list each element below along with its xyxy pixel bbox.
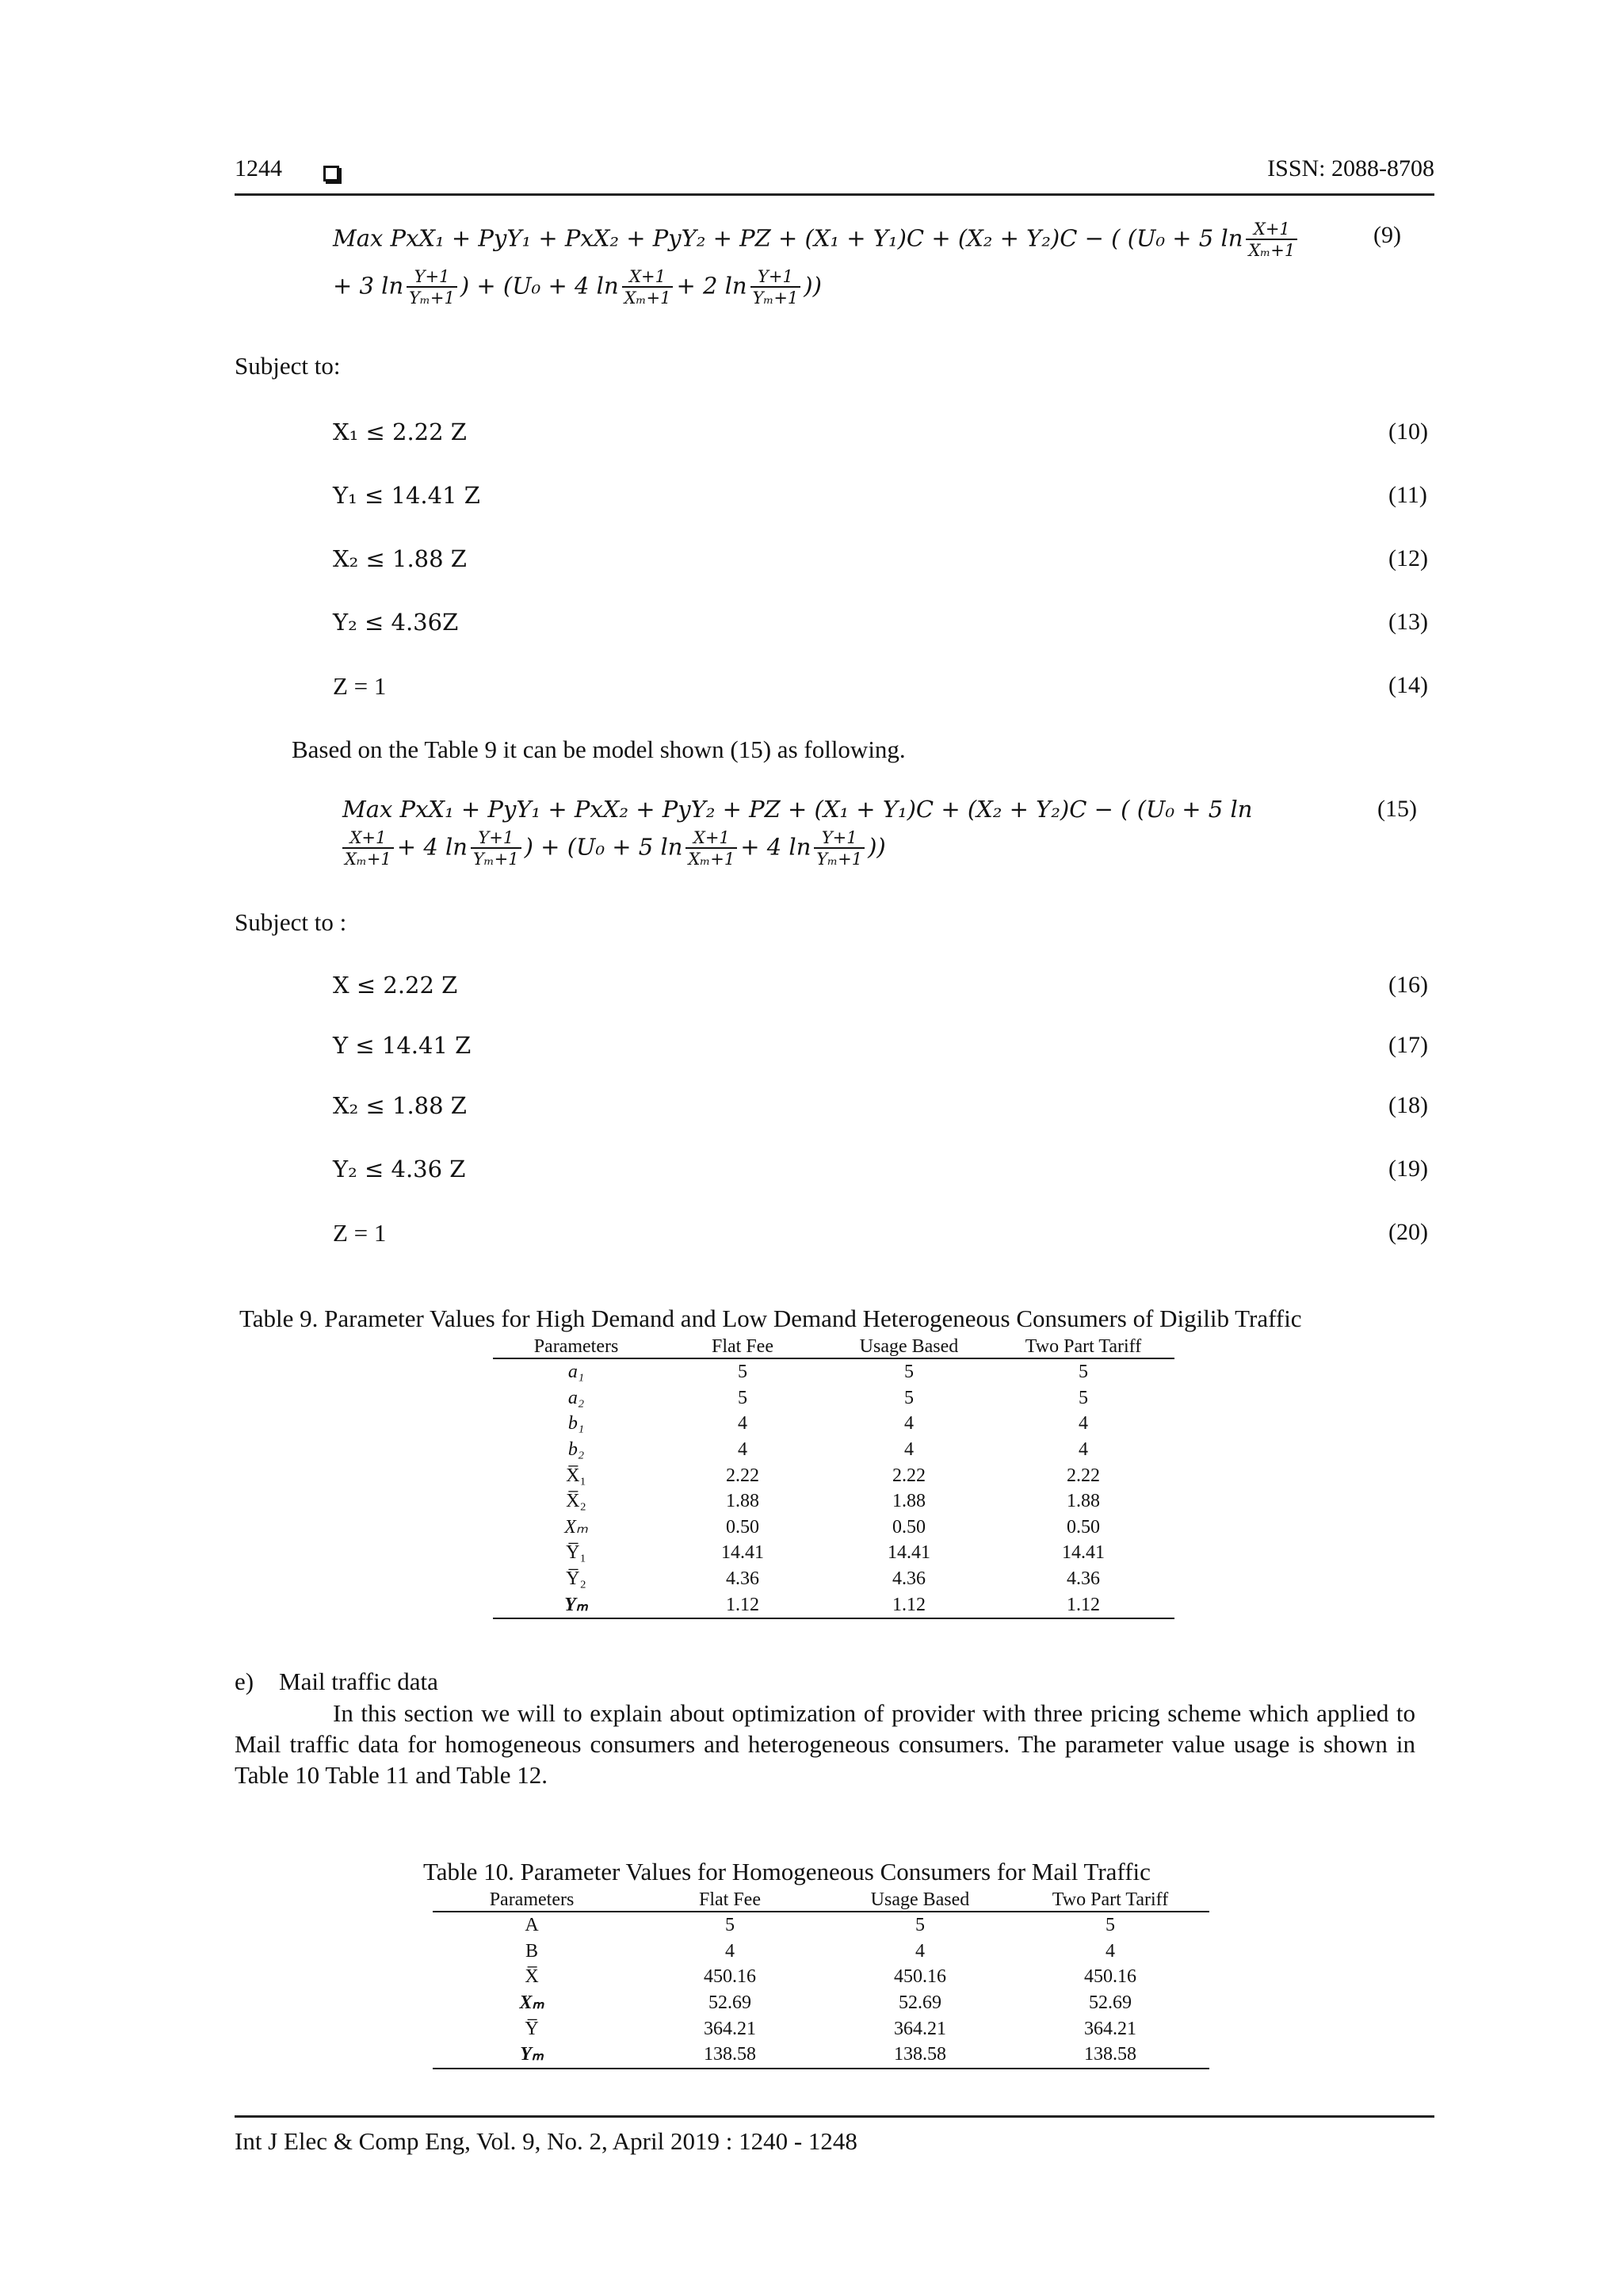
fraction bbox=[471, 829, 521, 868]
table-9-caption: Table 9. Parameter Values for High Demand and Low Demand Heterogeneous Consumers of Digilib Traffic bbox=[239, 1305, 1302, 1332]
eq-term: + 4 ln bbox=[396, 833, 468, 861]
table-cell: a₁ bbox=[567, 1362, 585, 1383]
table-cell: Xₘ bbox=[564, 1516, 588, 1538]
table-cell: b₂ bbox=[567, 1439, 585, 1461]
table-cell: Yₘ bbox=[433, 2042, 631, 2069]
section-e-label: e) bbox=[235, 1668, 254, 1695]
table-cell: 138.58 bbox=[631, 2042, 829, 2069]
table-row bbox=[493, 1385, 1174, 1412]
table-cell: 4 bbox=[904, 1439, 914, 1461]
eq-term: + 3 ln bbox=[333, 272, 404, 300]
fraction-denominator: Yₘ+1 bbox=[471, 847, 521, 868]
table-cell: 5 bbox=[1079, 1387, 1088, 1408]
table-cell: 5 bbox=[904, 1387, 914, 1408]
table-cell: 4 bbox=[915, 1940, 925, 1962]
table-row bbox=[493, 1515, 1174, 1541]
table-cell: 5 bbox=[915, 1915, 925, 1936]
table-cell: 1.12 bbox=[992, 1591, 1174, 1618]
table-cell: A bbox=[525, 1915, 539, 1936]
table-row bbox=[493, 1411, 1174, 1437]
column-header: Usage Based bbox=[829, 1889, 1011, 1912]
fraction-denominator: Yₘ+1 bbox=[750, 286, 801, 307]
column-header: Parameters bbox=[493, 1336, 659, 1358]
table-row bbox=[433, 1964, 1209, 1990]
column-header: Parameters bbox=[433, 1889, 631, 1912]
table-cell: a₂ bbox=[567, 1387, 585, 1408]
equation-number-13: (13) bbox=[1388, 609, 1428, 635]
table-cell: 2.22 bbox=[1067, 1465, 1100, 1486]
page-number: 1244 bbox=[235, 155, 282, 181]
table-cell: b₁ bbox=[567, 1413, 585, 1435]
equation-number-14: (14) bbox=[1388, 672, 1428, 698]
fraction-denominator: Xₘ+1 bbox=[622, 286, 674, 307]
eq-term: )) bbox=[804, 272, 822, 300]
table-cell: 450.16 bbox=[704, 1966, 756, 1988]
table-cell: 4.36 bbox=[892, 1568, 926, 1590]
constraint-19: Y₂ ≤ 4.36 Z bbox=[333, 1156, 466, 1182]
table-cell: 0.50 bbox=[726, 1516, 759, 1538]
fraction-numerator: X+1 bbox=[629, 267, 666, 286]
table-row bbox=[493, 1540, 1174, 1566]
section-e-paragraph: In this section we will to explain about optimization of provider with three pricing scheme which applied to Mail traffic data for homogeneous consumers and heterogeneous consumers. The parameter value usage is shown in Table 10 Table 11 and Table 12. bbox=[235, 1699, 1415, 1789]
table-row bbox=[433, 1990, 1209, 2016]
fraction bbox=[814, 829, 865, 868]
equation-number-12: (12) bbox=[1388, 545, 1428, 571]
subject-to-label: Subject to : bbox=[235, 908, 347, 936]
fraction bbox=[622, 268, 674, 307]
table-cell: 4 bbox=[1079, 1439, 1088, 1461]
constraint-16: X ≤ 2.22 Z bbox=[333, 972, 458, 999]
column-header: Usage Based bbox=[826, 1336, 992, 1358]
table-cell: 1.88 bbox=[1067, 1491, 1100, 1512]
fraction bbox=[1246, 220, 1297, 259]
table-cell: Xₘ bbox=[519, 1992, 544, 2014]
footer-rule bbox=[235, 2115, 1434, 2118]
eq-term: + 4 ln bbox=[740, 833, 812, 861]
table-row bbox=[493, 1591, 1174, 1618]
column-header: Flat Fee bbox=[659, 1336, 826, 1358]
table-cell: Y̅₂ bbox=[566, 1568, 586, 1590]
equation-number-17: (17) bbox=[1388, 1032, 1428, 1058]
table-cell: 52.69 bbox=[1089, 1992, 1132, 2014]
table-cell: 450.16 bbox=[894, 1966, 946, 1988]
table-cell: X̅₂ bbox=[566, 1491, 586, 1512]
table-cell: 138.58 bbox=[829, 2042, 1011, 2069]
table-cell: 14.41 bbox=[721, 1542, 764, 1564]
equation-number-11: (11) bbox=[1388, 482, 1427, 508]
table-cell: 1.12 bbox=[826, 1591, 992, 1618]
constraint-12: X₂ ≤ 1.88 Z bbox=[333, 545, 467, 572]
eq-term: ) + (U₀ + 4 ln bbox=[460, 272, 619, 300]
table-cell: 4 bbox=[904, 1413, 914, 1435]
table-10 bbox=[433, 1889, 1209, 2069]
table-cell: 52.69 bbox=[899, 1992, 941, 2014]
header-rule bbox=[235, 193, 1434, 196]
table-cell: Yₘ bbox=[493, 1591, 659, 1618]
table-row bbox=[433, 2042, 1209, 2069]
equation-number-20: (20) bbox=[1388, 1219, 1428, 1245]
table-cell: 364.21 bbox=[704, 2018, 756, 2039]
eq-term: )) bbox=[868, 833, 886, 861]
table-cell: 138.58 bbox=[1011, 2042, 1209, 2069]
fraction-numerator: Y+1 bbox=[478, 828, 514, 847]
table-10-caption: Table 10. Parameter Values for Homogeneous Consumers for Mail Traffic bbox=[423, 1858, 1151, 1885]
column-header: Two Part Tariff bbox=[1011, 1889, 1209, 1912]
table-cell: 4 bbox=[1079, 1413, 1088, 1435]
table-cell: 0.50 bbox=[892, 1516, 926, 1538]
fraction-numerator: Y+1 bbox=[821, 828, 857, 847]
table-cell: 52.69 bbox=[708, 1992, 751, 2014]
fraction-numerator: Y+1 bbox=[414, 267, 450, 286]
table-row bbox=[493, 1488, 1174, 1515]
fraction bbox=[685, 829, 737, 868]
table-row bbox=[493, 1566, 1174, 1592]
constraint-14: Z = 1 bbox=[333, 672, 387, 700]
table-cell: 4 bbox=[738, 1413, 747, 1435]
table-cell: 4.36 bbox=[1067, 1568, 1100, 1590]
table-cell: 4 bbox=[1106, 1940, 1115, 1962]
constraint-17: Y ≤ 14.41 Z bbox=[333, 1032, 472, 1059]
table-cell: 450.16 bbox=[1084, 1966, 1136, 1988]
constraint-20: Z = 1 bbox=[333, 1219, 387, 1247]
section-e-title: Mail traffic data bbox=[279, 1668, 438, 1695]
equation-number-9: (9) bbox=[1373, 222, 1401, 248]
table-row bbox=[433, 1939, 1209, 1965]
fraction bbox=[407, 268, 457, 307]
table-cell: 5 bbox=[725, 1915, 735, 1936]
table-row bbox=[493, 1462, 1174, 1488]
constraint-11: Y₁ ≤ 14.41 Z bbox=[333, 482, 480, 509]
table-cell: 4 bbox=[725, 1940, 735, 1962]
fraction-denominator: Yₘ+1 bbox=[407, 286, 457, 307]
table-cell: 364.21 bbox=[894, 2018, 946, 2039]
column-header: Two Part Tariff bbox=[992, 1336, 1174, 1358]
fraction-denominator: Xₘ+1 bbox=[685, 847, 737, 868]
table-cell: 5 bbox=[904, 1362, 914, 1383]
fraction-denominator: Xₘ+1 bbox=[342, 847, 394, 868]
table-cell: 5 bbox=[1079, 1362, 1088, 1383]
equation-number-15: (15) bbox=[1377, 796, 1417, 822]
constraint-10: X₁ ≤ 2.22 Z bbox=[333, 418, 467, 445]
table-row bbox=[493, 1358, 1174, 1385]
table-cell: 364.21 bbox=[1084, 2018, 1136, 2039]
equation-9-line2 bbox=[333, 268, 822, 307]
table-cell: Y̅₁ bbox=[566, 1542, 586, 1564]
subject-to-label: Subject to: bbox=[235, 352, 341, 380]
fraction-numerator: Y+1 bbox=[758, 267, 793, 286]
equation-number-10: (10) bbox=[1388, 418, 1428, 445]
equation-15-line2 bbox=[342, 829, 886, 868]
fraction-denominator: Yₘ+1 bbox=[814, 847, 865, 868]
constraint-18: X₂ ≤ 1.88 Z bbox=[333, 1092, 467, 1119]
table-cell: 0.50 bbox=[1067, 1516, 1100, 1538]
table-cell: 4.36 bbox=[726, 1568, 759, 1590]
table-cell: 5 bbox=[1106, 1915, 1115, 1936]
table-cell: 2.22 bbox=[726, 1465, 759, 1486]
table-cell: 2.22 bbox=[892, 1465, 926, 1486]
equation-number-19: (19) bbox=[1388, 1156, 1428, 1182]
table-cell: 1.88 bbox=[726, 1491, 759, 1512]
table-cell: 4 bbox=[738, 1439, 747, 1461]
table-row bbox=[433, 1912, 1209, 1939]
fraction-numerator: X+1 bbox=[1253, 220, 1290, 239]
table-cell: 5 bbox=[738, 1362, 747, 1383]
equation-9-line1 bbox=[333, 220, 1300, 259]
column-header: Flat Fee bbox=[631, 1889, 829, 1912]
table-cell: 1.88 bbox=[892, 1491, 926, 1512]
table-row bbox=[433, 2015, 1209, 2042]
fraction bbox=[750, 268, 801, 307]
table-cell: 14.41 bbox=[888, 1542, 930, 1564]
footer-citation: Int J Elec & Comp Eng, Vol. 9, No. 2, April 2019 : 1240 - 1248 bbox=[235, 2127, 857, 2155]
table-cell: 14.41 bbox=[1062, 1542, 1105, 1564]
fraction bbox=[342, 829, 394, 868]
fraction-numerator: X+1 bbox=[693, 828, 730, 847]
table-row bbox=[493, 1437, 1174, 1463]
equation-number-18: (18) bbox=[1388, 1092, 1428, 1118]
equation-15-line1: Max PxX₁ + PyY₁ + PxX₂ + PyY₂ + PZ + (X₁ + Y₁)C + (X₂ + Y₂)C − ( (U₀ + 5 ln bbox=[342, 796, 1253, 823]
equation-9-text: Max PxX₁ + PyY₁ + PxX₂ + PyY₂ + PZ + (X₁ + Y₁)C + (X₂ + Y₂)C − ( (U₀ + 5 ln bbox=[333, 224, 1243, 252]
eq-term: + 2 ln bbox=[676, 272, 747, 300]
equation-number-16: (16) bbox=[1388, 972, 1428, 998]
table-cell: 5 bbox=[738, 1387, 747, 1408]
square-icon bbox=[323, 159, 339, 185]
constraint-13: Y₂ ≤ 4.36Z bbox=[333, 609, 459, 636]
table-cell: X̅₁ bbox=[566, 1465, 586, 1486]
table-cell: Y̅ bbox=[525, 2018, 539, 2039]
issn: ISSN: 2088-8708 bbox=[1267, 155, 1434, 181]
table-cell: 1.12 bbox=[659, 1591, 826, 1618]
table-cell: X̅ bbox=[525, 1966, 539, 1988]
eq-term: ) + (U₀ + 5 ln bbox=[524, 833, 683, 861]
table-9 bbox=[493, 1336, 1174, 1619]
intro-eq15: Based on the Table 9 it can be model shown (15) as following. bbox=[292, 735, 906, 763]
fraction-denominator: Xₘ+1 bbox=[1246, 239, 1297, 259]
fraction-numerator: X+1 bbox=[349, 828, 387, 847]
table-cell: B bbox=[525, 1940, 538, 1962]
